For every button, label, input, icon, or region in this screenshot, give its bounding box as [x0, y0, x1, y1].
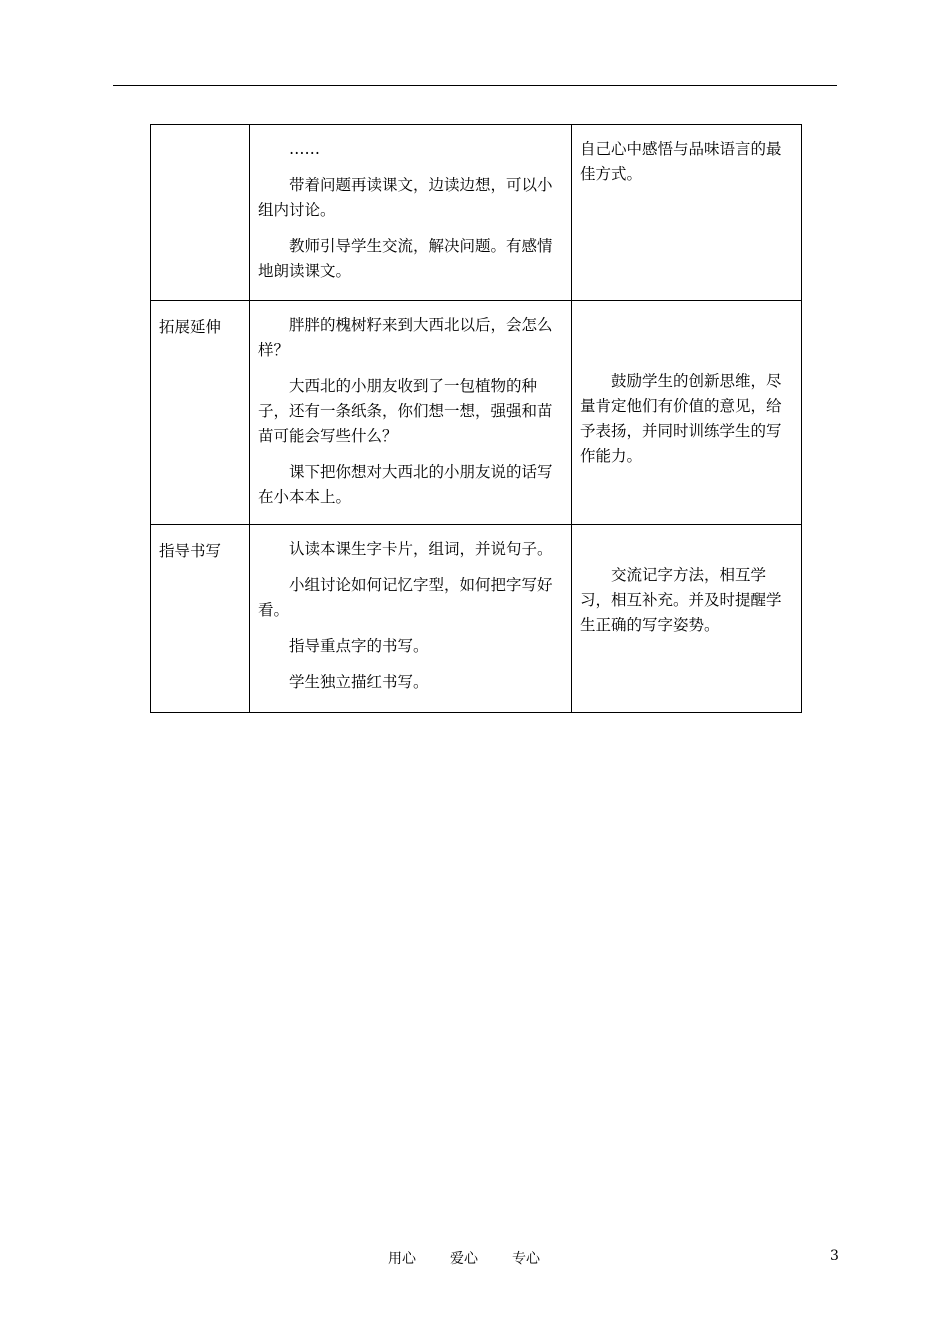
table-row — [151, 525, 802, 713]
activity-text: 小组讨论如何记忆字型，如何把字写好看。 — [258, 576, 553, 619]
activity-cell — [250, 125, 572, 301]
activity-text: 胖胖的槐树籽来到大西北以后，会怎么样？ — [258, 316, 553, 359]
stage-cell: 拓展延伸 — [151, 301, 250, 525]
activity-cell — [250, 525, 572, 713]
table-row — [151, 301, 802, 525]
activity-text: 课下把你想对大西北的小朋友说的话写在小本本上。 — [258, 463, 553, 506]
motto-word: 用心 — [388, 1251, 416, 1267]
activity-text: 学生独立描红书写。 — [289, 673, 429, 691]
motto-word: 专心 — [512, 1251, 540, 1267]
page-number: 3 — [830, 1248, 839, 1264]
intent-cell — [572, 301, 802, 525]
header-rule — [113, 85, 837, 86]
table-row — [151, 125, 802, 301]
lesson-plan-table — [150, 124, 802, 713]
footer-motto — [388, 1248, 574, 1268]
activity-text: 大西北的小朋友收到了一包植物的种子，还有一条纸条，你们想一想，强强和苗苗可能会写些什么？ — [258, 377, 553, 445]
intent-text: 鼓励学生的创新思维，尽量肯定他们有价值的意见，给予表扬，并同时训练学生的写作能力。 — [580, 371, 782, 465]
activity-text: …… — [289, 140, 320, 158]
intent-text: 自己心中感悟与品味语言的最佳方式。 — [580, 140, 782, 183]
stage-cell — [151, 125, 250, 301]
intent-cell — [572, 525, 802, 713]
intent-text: 交流记字方法，相互学习，相互补充。并及时提醒学生正确的写字姿势。 — [580, 566, 782, 634]
page-footer — [0, 1248, 950, 1268]
intent-cell — [572, 125, 802, 301]
activity-text: 指导重点字的书写。 — [289, 637, 429, 655]
activity-text: 认读本课生字卡片，组词，并说句子。 — [289, 540, 553, 558]
stage-cell: 指导书写 — [151, 525, 250, 713]
activity-cell — [250, 301, 572, 525]
activity-text: 教师引导学生交流，解决问题。有感情地朗读课文。 — [258, 237, 553, 280]
motto-word: 爱心 — [450, 1251, 478, 1267]
activity-text: 带着问题再读课文，边读边想，可以小组内讨论。 — [258, 176, 553, 219]
